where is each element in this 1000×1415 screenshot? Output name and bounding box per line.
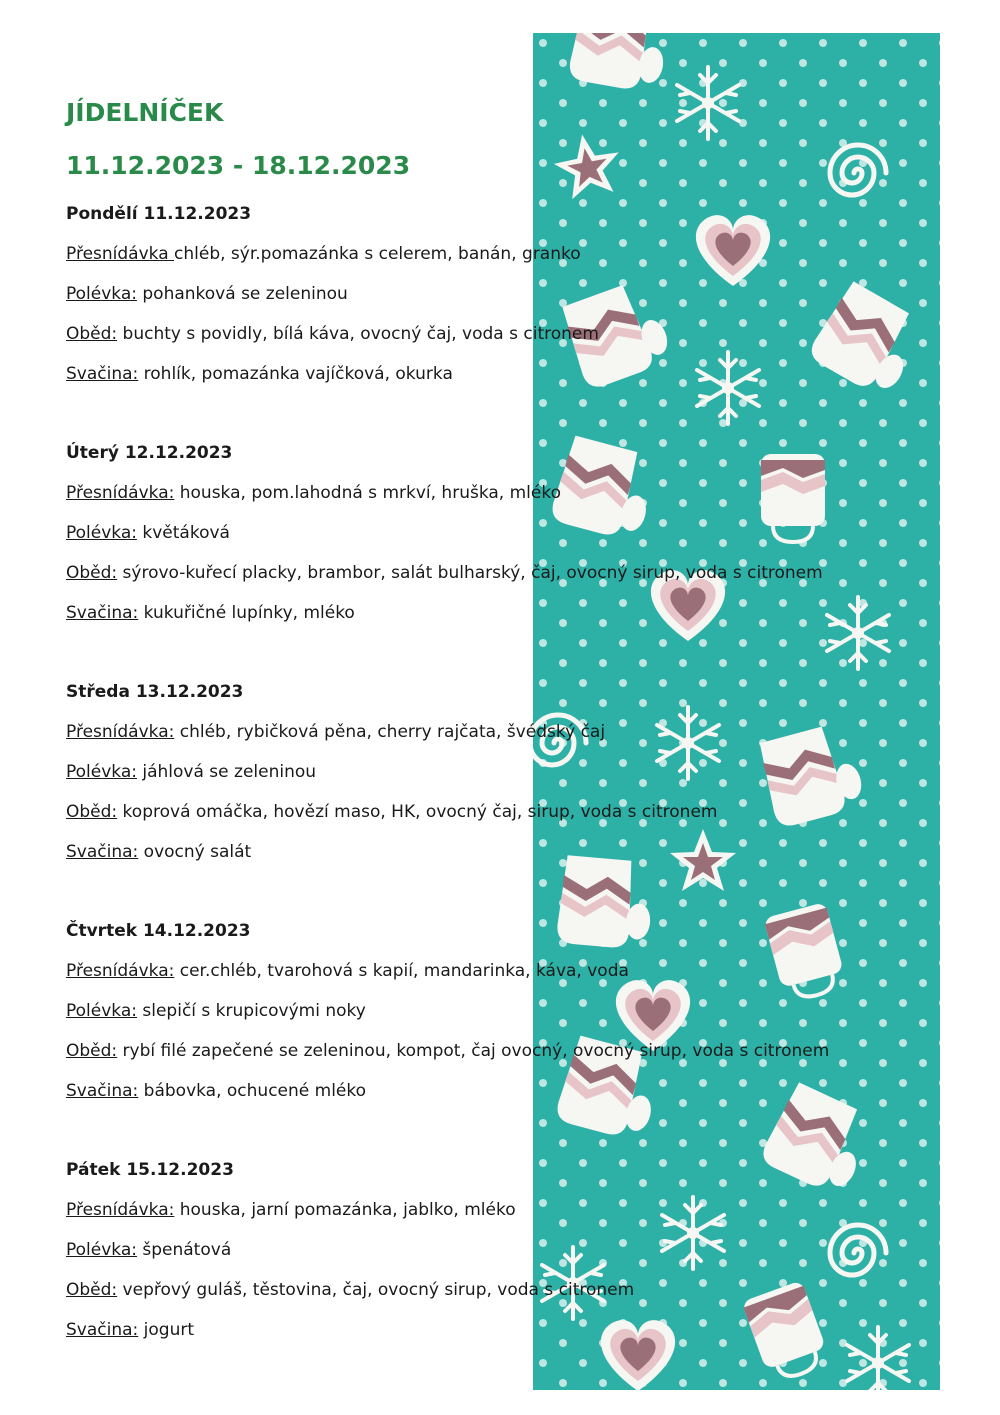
date-range: 11.12.2023 - 18.12.2023 <box>66 151 411 180</box>
meal-lunch-thursday: Oběd: rybí filé zapečené se zeleninou, kompot, čaj ovocný, ovocný sirup, voda s citronem <box>66 1041 830 1061</box>
meal-snack-afternoon-monday: Svačina: rohlík, pomazánka vajíčková, okurka <box>66 364 453 384</box>
meal-snack-morning-tuesday: Přesnídávka: houska, pom.lahodná s mrkví, hruška, mléko <box>66 483 561 503</box>
meal-soup-monday: Polévka: pohanková se zeleninou <box>66 284 348 304</box>
meal-soup-wednesday: Polévka: jáhlová se zeleninou <box>66 762 317 782</box>
meal-soup-tuesday: Polévka: květáková <box>66 523 230 543</box>
meal-lunch-friday: Oběd: vepřový guláš, těstovina, čaj, ovocný sirup, voda s citronem <box>66 1280 635 1300</box>
meal-snack-afternoon-friday: Svačina: jogurt <box>66 1320 195 1340</box>
day-heading-friday: Pátek 15.12.2023 <box>66 1160 234 1180</box>
page-title: JÍDELNÍČEK <box>66 98 224 127</box>
meal-snack-morning-wednesday: Přesnídávka: chléb, rybičková pěna, cherry rajčata, švédský čaj <box>66 722 606 742</box>
meal-lunch-wednesday: Oběd: koprová omáčka, hovězí maso, HK, ovocný čaj, sirup, voda s citronem <box>66 802 718 822</box>
winter-pattern-panel <box>533 33 940 1390</box>
meal-soup-thursday: Polévka: slepičí s krupicovými noky <box>66 1001 366 1021</box>
day-heading-thursday: Čtvrtek 14.12.2023 <box>66 921 251 941</box>
meal-snack-morning-friday: Přesnídávka: houska, jarní pomazánka, jablko, mléko <box>66 1200 516 1220</box>
meal-lunch-monday: Oběd: buchty s povidly, bílá káva, ovocný čaj, voda s citronem <box>66 324 599 344</box>
meal-snack-afternoon-thursday: Svačina: bábovka, ochucené mléko <box>66 1081 367 1101</box>
meal-snack-morning-monday: Přesnídávka chléb, sýr.pomazánka s celerem, banán, granko <box>66 244 581 264</box>
meal-snack-morning-thursday: Přesnídávka: cer.chléb, tvarohová s kapií, mandarinka, káva, voda <box>66 961 629 981</box>
day-heading-monday: Pondělí 11.12.2023 <box>66 204 252 224</box>
day-heading-tuesday: Úterý 12.12.2023 <box>66 443 233 463</box>
winter-pattern-illustration <box>533 33 940 1390</box>
meal-lunch-tuesday: Oběd: sýrovo-kuřecí placky, brambor, salát bulharský, čaj, ovocný sirup, voda s citronem <box>66 563 823 583</box>
meal-soup-friday: Polévka: špenátová <box>66 1240 232 1260</box>
meal-snack-afternoon-wednesday: Svačina: ovocný salát <box>66 842 252 862</box>
meal-snack-afternoon-tuesday: Svačina: kukuřičné lupínky, mléko <box>66 603 355 623</box>
day-heading-wednesday: Středa 13.12.2023 <box>66 682 244 702</box>
